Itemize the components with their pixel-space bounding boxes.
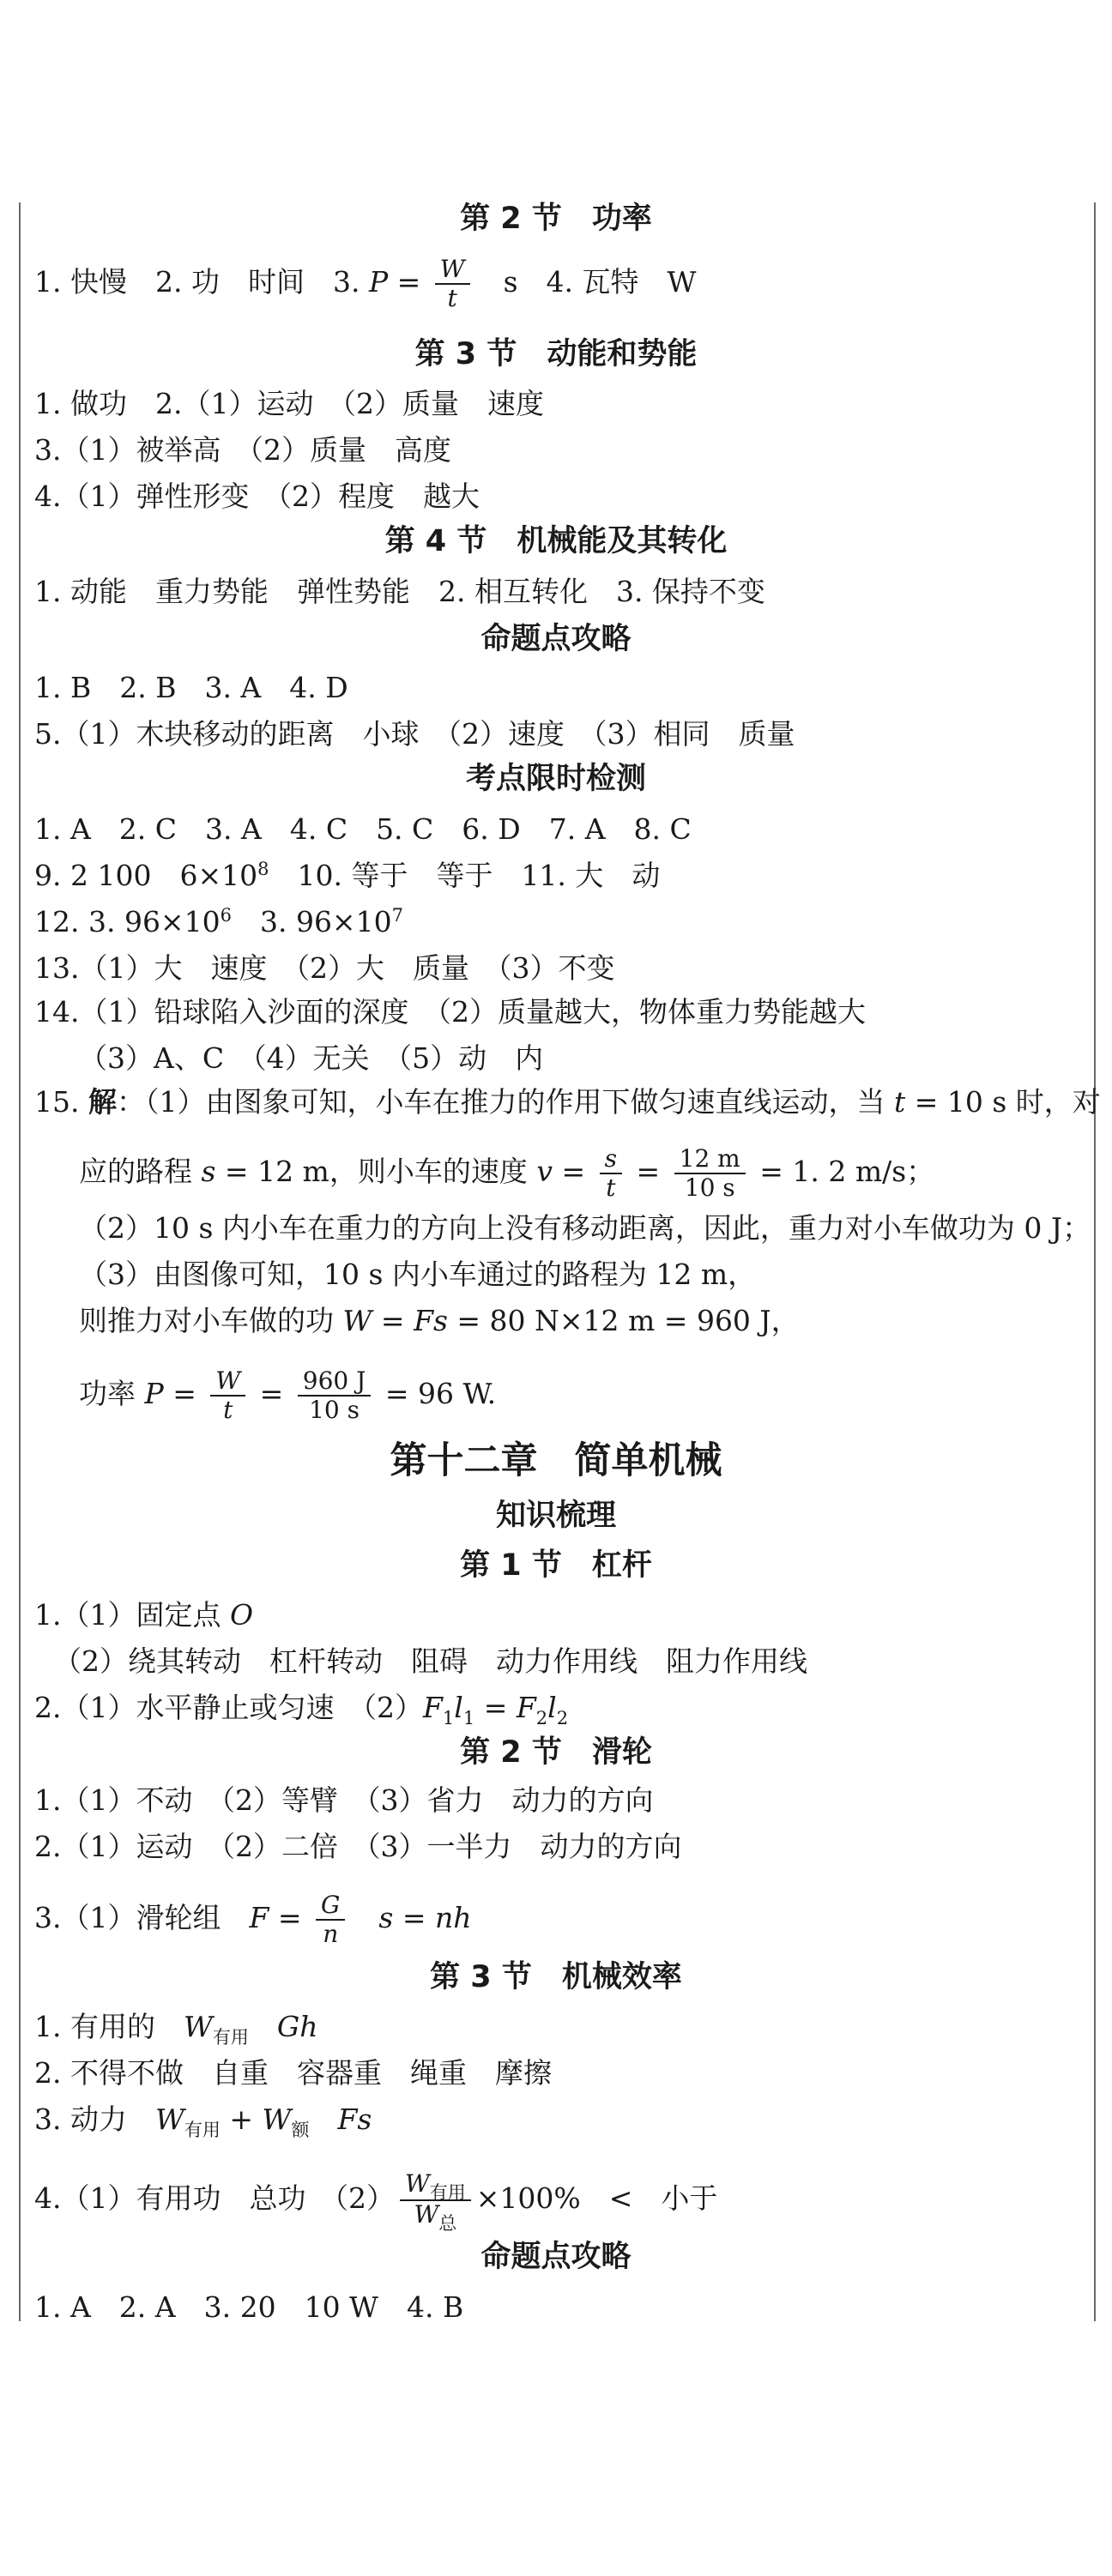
answer-line: （3）A、C （4）无关 （5）动 内 [79,1041,544,1075]
fraction-w-over-t: $\frac{W}{t}$ [210,1367,245,1424]
left-margin-rule [19,202,21,2321]
right-margin-rule [1094,202,1096,2321]
answer-line: 5.（1）木块移动的距离 小球 （2）速度 （3）相同 质量 [34,717,795,751]
answer-line: 则推力对小车做的功 W = Fs = 80 N×12 m = 960 J， [79,1304,800,1337]
fraction-s-over-t: $\frac{s}{t}$ [600,1145,622,1202]
answer-line: 1.（1）固定点 O [34,1598,254,1632]
answer-line: 1. 有用的 $W_{有用}$ Gh [34,2010,318,2048]
answer-line: 14.（1）铅球陷入沙面的深度 （2）质量越大，物体重力势能越大 [34,995,866,1029]
answer-line: 1.（1）不动 （2）等臂 （3）省力 动力的方向 [34,1783,654,1817]
section-title-key-points: 命题点攻略 [480,622,632,656]
section-title-mechanical-energy: 第 4 节 机械能及其转化 [384,524,728,558]
answer-line: 12. 3. $96\times 10^6$ 3. $96\times 10^7$ [34,905,403,938]
section-title-kinetic-potential: 第 3 节 动能和势能 [414,337,698,371]
answer-line: 3. 动力 $W_{有用} + W_额$ Fs [34,2102,372,2140]
section-title-pulley: 第 2 节 滑轮 [460,1735,652,1770]
answer-line: 1. 做功 2.（1）运动 （2）质量 速度 [34,387,544,420]
answer-line: 3.（1）被举高 （2）质量 高度 [34,433,451,467]
section-title-lever: 第 1 节 杠杆 [460,1548,652,1583]
answer-line: 2. 不得不做 自重 容器重 绳重 摩擦 [34,2056,552,2090]
section-title-key-points-2: 命题点攻略 [480,2240,632,2274]
answer-line: 1. 动能 重力势能 弹性势能 2. 相互转化 3. 保持不变 [34,575,765,608]
section-title-power: 第 2 节 功率 [460,202,652,236]
chapter-subtitle: 知识梳理 [495,1499,616,1533]
answer-line: 2.（1）运动 （2）二倍 （3）一半力 动力的方向 [34,1830,682,1863]
fraction-distance-over-time: $\frac{12 m}{10 s}$ [674,1145,746,1202]
fraction-work-over-time: $\frac{960 J}{10 s}$ [298,1367,372,1424]
answer-line: 9. 2 100 $6\times 10^8$ 10. 等于 等于 11. 大 动 [34,859,661,892]
answer-line: 1. 快慢 2. 功 时间 3. P = $\frac{W}{t}$ s 4. 瓦特 W [34,255,697,312]
answer-line: 2.（1）水平静止或匀速 $(2)F_1l_1 = F_2l_2$ [34,1691,569,1728]
answer-line: （3）由图像可知，10 s 内小车通过的路程为 12 m， [79,1258,757,1291]
section-title-efficiency: 第 3 节 机械效率 [430,1960,682,1994]
answer-line: 1. B 2. B 3. A 4. D [34,671,348,704]
fraction-w-over-t: $\frac{W}{t}$ [435,256,470,312]
answer-line: 4.（1）有用功 总功 （2） $\frac{W_{有用}}{W_总}$ ×100% < 小于 [34,2169,718,2234]
chapter-title: 第十二章 简单机械 [390,1439,722,1482]
answer-line: 4.（1）弹性形变 （2）程度 越大 [34,480,480,513]
section-title-timed-test: 考点限时检测 [465,762,646,796]
answer-line: 1. A 2. A 3. 20 10 W 4. B [34,2290,464,2324]
fraction-efficiency: $\frac{W_{有用}}{W_总}$ [400,2170,471,2230]
fraction-g-over-n: $\frac{G}{n}$ [316,1891,345,1948]
answer-line: 3.（1）滑轮组 F = $\frac{G}{n}$ s = nh [34,1891,472,1948]
answer-line: 应的路程 s = 12 m，则小车的速度 v = $\frac{s}{t}$ = $\frac{12 m}{10 s}$ = 1. 2 m/s； [79,1144,935,1202]
answer-line: 15. 解：（1）由图象可知，小车在推力的作用下做匀速直线运动，当 t = 10 s 时，对 [34,1085,1101,1119]
answer-line: 1. A 2. C 3. A 4. C 5. C 6. D 7. A 8. C [34,812,692,846]
answer-line: 功率 P = $\frac{W}{t}$ = $\frac{960 J}{10 s}$ = 96 W. [79,1366,497,1424]
answer-line: （2）10 s 内小车在重力的方向上没有移动距离，因此，重力对小车做功为 0 J； [79,1211,1091,1245]
answer-line: 13.（1）大 速度 （2）大 质量 （3）不变 [34,951,615,985]
answer-line: （2）绕其转动 杠杆转动 阻碍 动力作用线 阻力作用线 [53,1644,807,1678]
